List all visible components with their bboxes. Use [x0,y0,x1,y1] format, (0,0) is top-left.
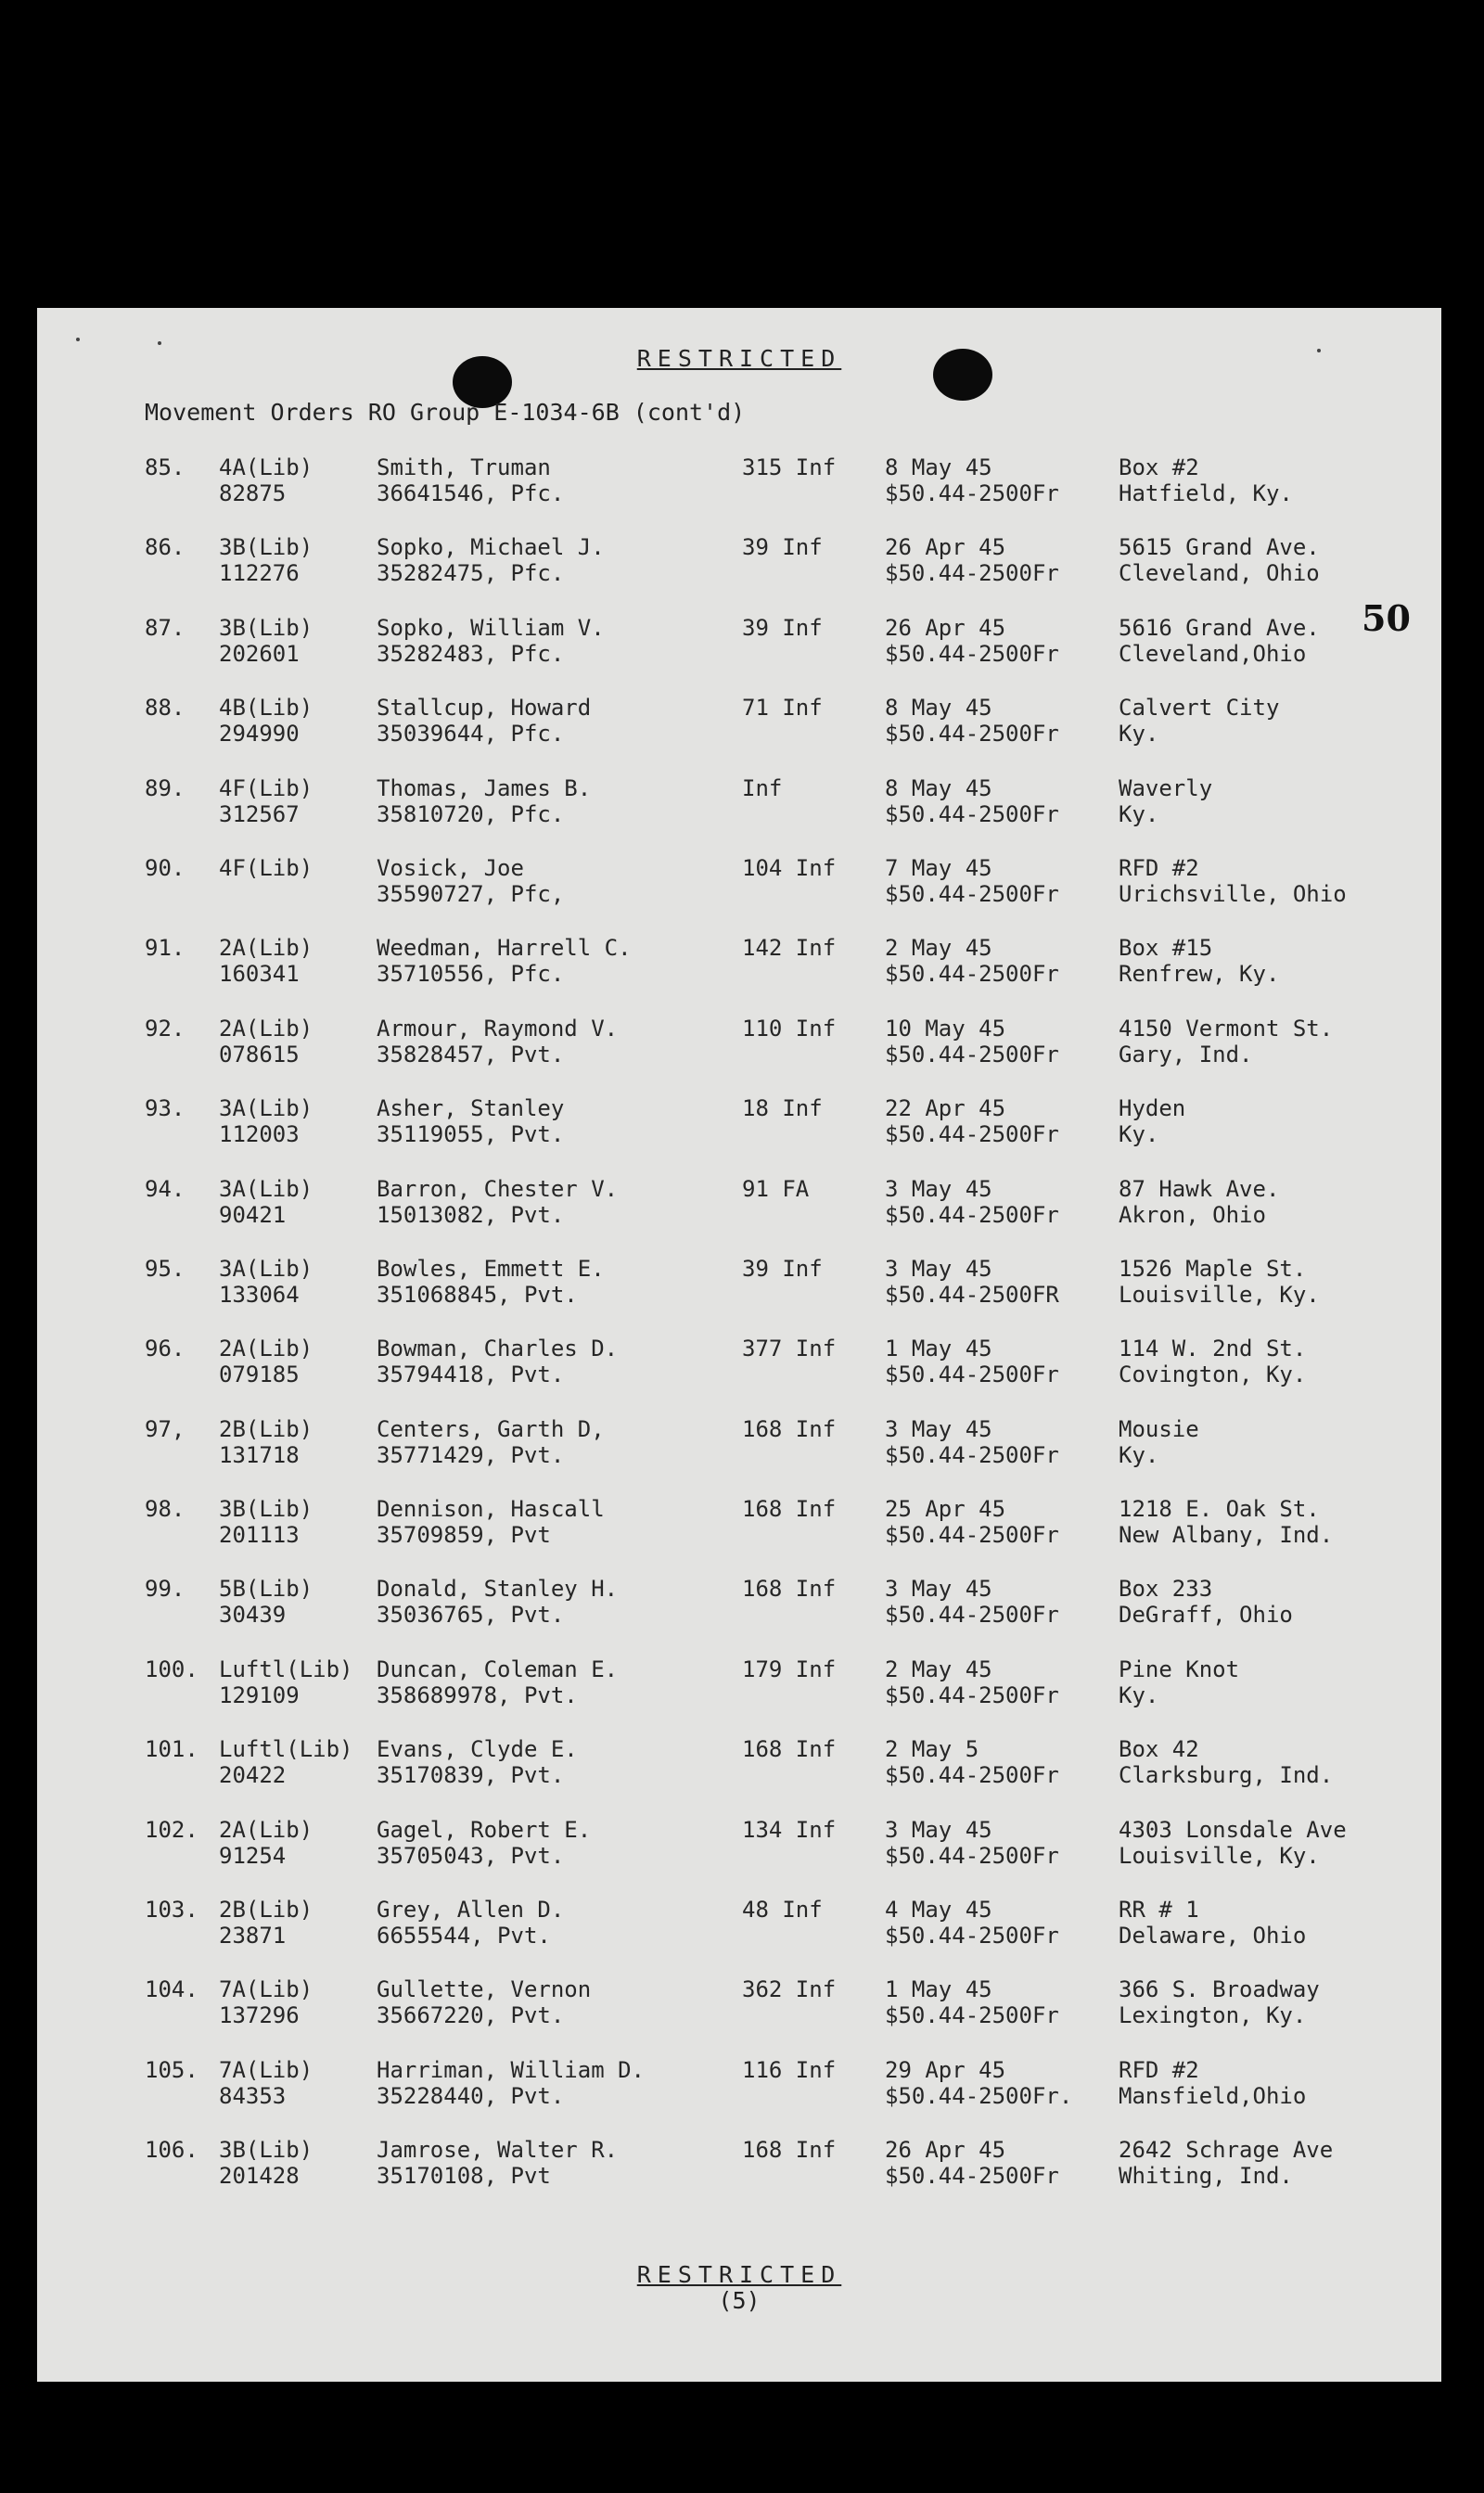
entry-address-line2: Ky. [1119,721,1159,748]
entry-address-line1: 2642 Schrage Ave [1119,2137,1334,2164]
entry-serial: 201428 [219,2163,300,2190]
entry-asn-rank: 35170839, Pvt. [377,1762,565,1789]
entry-serial: 90421 [219,1201,287,1228]
entry-pay: $50.44-2500Fr [885,1441,1059,1468]
entry-pay: $50.44-2500Fr [885,640,1059,667]
entry-serial: 112276 [219,560,300,587]
entry-address-line1: Mousie [1119,1415,1199,1442]
entry-number: 100. [145,1656,198,1682]
roster-row [37,935,1441,1015]
roster-row [37,1256,1441,1336]
entry-serial: 078615 [219,1041,300,1068]
entry-address-line1: Box #15 [1119,935,1213,962]
roster-row [37,1336,1441,1415]
entry-name: Harriman, William D. [377,2056,645,2083]
entry-address-line2: Covington, Ky. [1119,1362,1307,1388]
entry-serial: 129109 [219,1681,300,1708]
entry-pay: $50.44-2500Fr [885,721,1059,748]
entry-date: 1 May 45 [885,1976,992,2003]
entry-grade: 2A(Lib) [219,1336,313,1362]
roster-row [37,775,1441,855]
entry-number: 102. [145,1816,198,1843]
entry-asn-rank: 35282475, Pfc. [377,560,565,587]
entry-date: 3 May 45 [885,1415,992,1442]
entry-address-line1: 4150 Vermont St. [1119,1015,1334,1042]
entry-date: 26 Apr 45 [885,534,1006,561]
roster-row [37,695,1441,774]
roster-row [37,1656,1441,1736]
entry-address-line2: Ky. [1119,1441,1159,1468]
roster-row [37,2137,1441,2217]
entry-address-line1: 4303 Lonsdale Ave [1119,1816,1347,1843]
entry-grade: 4A(Lib) [219,454,313,480]
entry-unit: 179 Inf [742,1656,837,1682]
entry-unit: 39 Inf [742,614,823,641]
entry-address-line2: Gary, Ind. [1119,1041,1253,1068]
entry-unit: 315 Inf [742,454,837,480]
entry-address-line2: Ky. [1119,1121,1159,1148]
entry-name: Evans, Clyde E. [377,1736,578,1763]
entry-pay: $50.44-2500Fr [885,2002,1059,2029]
entry-asn-rank: 6655544, Pvt. [377,1923,551,1950]
entry-date: 29 Apr 45 [885,2056,1006,2083]
entry-asn-rank: 35709859, Pvt [377,1522,551,1549]
entry-unit: 168 Inf [742,1576,837,1603]
entry-name: Grey, Allen D. [377,1897,565,1924]
entry-unit: 104 Inf [742,854,837,881]
entry-date: 8 May 45 [885,774,992,801]
entry-name: Centers, Garth D, [377,1415,605,1442]
entry-address-line1: RFD #2 [1119,2056,1199,2083]
entry-name: Barron, Chester V. [377,1175,619,1202]
entry-date: 3 May 45 [885,1255,992,1282]
roster-row [37,855,1441,935]
entry-pay: $50.44-2500Fr [885,1762,1059,1789]
entry-pay: $50.44-2500Fr [885,1923,1059,1950]
entry-name: Sopko, Michael J. [377,534,605,561]
restricted-footer: RESTRICTED [636,2261,842,2288]
entry-address-line1: RR # 1 [1119,1897,1199,1924]
entry-date: 22 Apr 45 [885,1095,1006,1122]
speck [76,338,80,341]
entry-grade: 3B(Lib) [219,534,313,561]
entry-address-line1: 87 Hawk Ave. [1119,1175,1280,1202]
entry-name: Gullette, Vernon [377,1976,592,2003]
entry-asn-rank: 35119055, Pvt. [377,1121,565,1148]
entry-name: Jamrose, Walter R. [377,2137,619,2164]
entry-date: 2 May 5 [885,1736,979,1763]
entry-grade: 3A(Lib) [219,1255,313,1282]
entry-unit: 377 Inf [742,1336,837,1362]
entry-grade: 2A(Lib) [219,1816,313,1843]
side-page-number: 50 [1362,597,1411,639]
entry-name: Bowles, Emmett E. [377,1255,605,1282]
entry-number: 85. [145,454,186,480]
entry-number: 95. [145,1255,186,1282]
entry-number: 99. [145,1576,186,1603]
page-number: (5) [718,2287,761,2314]
entry-address-line1: Box 233 [1119,1576,1213,1603]
entry-asn-rank: 35036765, Pvt. [377,1602,565,1629]
roster-row [37,1016,1441,1095]
entry-name: Duncan, Coleman E. [377,1656,619,1682]
entry-grade: 4B(Lib) [219,695,313,722]
entry-unit: 168 Inf [742,2137,837,2164]
entry-number: 104. [145,1976,198,2003]
entry-asn-rank: 35810720, Pfc. [377,800,565,827]
entry-address-line2: Cleveland,Ohio [1119,640,1307,667]
entry-date: 25 Apr 45 [885,1496,1006,1523]
roster-row [37,1416,1441,1496]
roster-row [37,1176,1441,1256]
roster-row [37,2057,1441,2137]
entry-name: Stallcup, Howard [377,695,592,722]
entry-grade: 2B(Lib) [219,1897,313,1924]
entry-address-line1: Box #2 [1119,454,1199,480]
entry-asn-rank: 35170108, Pvt [377,2163,551,2190]
entry-date: 3 May 45 [885,1576,992,1603]
entry-date: 8 May 45 [885,454,992,480]
entry-serial: 133064 [219,1281,300,1308]
entry-address-line2: Urichsville, Ohio [1119,880,1347,907]
entry-address-line2: Louisville, Ky. [1119,1842,1320,1869]
entry-grade: Luftl(Lib) [219,1656,353,1682]
entry-unit: 142 Inf [742,935,837,962]
entry-name: Smith, Truman [377,454,551,480]
entry-unit: 71 Inf [742,695,823,722]
entry-pay: $50.44-2500Fr [885,1121,1059,1148]
entry-name: Donald, Stanley H. [377,1576,619,1603]
roster-row [37,615,1441,695]
entry-address-line1: 1526 Maple St. [1119,1255,1307,1282]
entry-serial: 079185 [219,1362,300,1388]
entry-grade: 2A(Lib) [219,1015,313,1042]
roster-row [37,1576,1441,1656]
entry-unit: 48 Inf [742,1897,823,1924]
entry-pay: $50.44-2500Fr [885,961,1059,988]
entry-asn-rank: 35828457, Pvt. [377,1041,565,1068]
entry-pay: $50.44-2500Fr [885,1201,1059,1228]
entry-date: 26 Apr 45 [885,614,1006,641]
entry-address-line1: Box 42 [1119,1736,1199,1763]
entry-name: Asher, Stanley [377,1095,565,1122]
entry-address-line2: Akron, Ohio [1119,1201,1266,1228]
entry-unit: 110 Inf [742,1015,837,1042]
entry-grade: 3A(Lib) [219,1175,313,1202]
entry-grade: 2B(Lib) [219,1415,313,1442]
entry-asn-rank: 35771429, Pvt. [377,1441,565,1468]
roster-row [37,1976,1441,2056]
entry-pay: $50.44-2500Fr [885,1522,1059,1549]
entry-date: 8 May 45 [885,695,992,722]
entry-date: 26 Apr 45 [885,2137,1006,2164]
entry-pay: $50.44-2500Fr [885,1041,1059,1068]
entry-pay: $50.44-2500Fr [885,560,1059,587]
roster-row [37,454,1441,534]
roster-list [37,454,1441,2218]
entry-address-line1: 366 S. Broadway [1119,1976,1320,2003]
entry-serial: 294990 [219,721,300,748]
entry-address-line1: Calvert City [1119,695,1280,722]
entry-address-line1: 114 W. 2nd St. [1119,1336,1307,1362]
entry-serial: 131718 [219,1441,300,1468]
entry-pay: $50.44-2500Fr [885,880,1059,907]
entry-unit: Inf [742,774,783,801]
entry-unit: 362 Inf [742,1976,837,2003]
entry-name: Sopko, William V. [377,614,605,641]
entry-asn-rank: 351068845, Pvt. [377,1281,578,1308]
entry-number: 90. [145,854,186,881]
entry-asn-rank: 35794418, Pvt. [377,1362,565,1388]
entry-number: 96. [145,1336,186,1362]
entry-address-line2: Renfrew, Ky. [1119,961,1280,988]
entry-unit: 39 Inf [742,1255,823,1282]
entry-serial: 20422 [219,1762,287,1789]
entry-serial: 30439 [219,1602,287,1629]
entry-serial: 137296 [219,2002,300,2029]
entry-address-line1: Pine Knot [1119,1656,1240,1682]
entry-pay: $50.44-2500Fr [885,1681,1059,1708]
entry-grade: 3B(Lib) [219,1496,313,1523]
entry-grade: 4F(Lib) [219,774,313,801]
entry-pay: $50.44-2500Fr [885,800,1059,827]
entry-serial: 201113 [219,1522,300,1549]
entry-address-line2: DeGraff, Ohio [1119,1602,1293,1629]
entry-number: 87. [145,614,186,641]
roster-row [37,1817,1441,1897]
roster-row [37,1736,1441,1816]
entry-unit: 168 Inf [742,1736,837,1763]
entry-asn-rank: 35667220, Pvt. [377,2002,565,2029]
entry-name: Armour, Raymond V. [377,1015,619,1042]
document-subtitle: Movement Orders RO Group E-1034-6B (cont'd) [145,399,746,426]
entry-date: 3 May 45 [885,1816,992,1843]
entry-date: 4 May 45 [885,1897,992,1924]
entry-pay: $50.44-2500Fr [885,2163,1059,2190]
entry-address-line2: Hatfield, Ky. [1119,480,1293,506]
entry-asn-rank: 35039644, Pfc. [377,721,565,748]
entry-date: 2 May 45 [885,935,992,962]
entry-unit: 91 FA [742,1175,810,1202]
entry-grade: 3A(Lib) [219,1095,313,1122]
entry-name: Thomas, James B. [377,774,592,801]
roster-row [37,1496,1441,1576]
roster-row [37,534,1441,614]
entry-asn-rank: 36641546, Pfc. [377,480,565,506]
entry-number: 101. [145,1736,198,1763]
entry-address-line1: 1218 E. Oak St. [1119,1496,1320,1523]
entry-pay: $50.44-2500Fr [885,1602,1059,1629]
entry-pay: $50.44-2500Fr [885,480,1059,506]
entry-number: 98. [145,1496,186,1523]
entry-serial: 82875 [219,480,287,506]
entry-grade: 7A(Lib) [219,2056,313,2083]
entry-serial: 91254 [219,1842,287,1869]
entry-address-line2: Louisville, Ky. [1119,1281,1320,1308]
roster-row [37,1897,1441,1976]
entry-grade: Luftl(Lib) [219,1736,353,1763]
entry-unit: 116 Inf [742,2056,837,2083]
entry-asn-rank: 35710556, Pfc. [377,961,565,988]
entry-date: 2 May 45 [885,1656,992,1682]
roster-row [37,1095,1441,1175]
entry-name: Weedman, Harrell C. [377,935,632,962]
entry-number: 94. [145,1175,186,1202]
entry-address-line1: 5616 Grand Ave. [1119,614,1320,641]
entry-serial: 202601 [219,640,300,667]
entry-pay: $50.44-2500Fr. [885,2082,1073,2109]
entry-grade: 3B(Lib) [219,2137,313,2164]
entry-unit: 134 Inf [742,1816,837,1843]
entry-asn-rank: 35282483, Pfc. [377,640,565,667]
entry-serial: 23871 [219,1923,287,1950]
entry-serial: 84353 [219,2082,287,2109]
entry-address-line2: Whiting, Ind. [1119,2163,1293,2190]
entry-address-line2: Ky. [1119,1681,1159,1708]
entry-serial: 160341 [219,961,300,988]
document-page [37,308,1441,2382]
entry-date: 7 May 45 [885,854,992,881]
entry-unit: 168 Inf [742,1496,837,1523]
entry-asn-rank: 35705043, Pvt. [377,1842,565,1869]
entry-number: 89. [145,774,186,801]
entry-grade: 5B(Lib) [219,1576,313,1603]
entry-pay: $50.44-2500Fr [885,1842,1059,1869]
entry-number: 105. [145,2056,198,2083]
entry-unit: 168 Inf [742,1415,837,1442]
entry-address-line2: Delaware, Ohio [1119,1923,1307,1950]
entry-grade: 3B(Lib) [219,614,313,641]
entry-address-line1: RFD #2 [1119,854,1199,881]
entry-address-line2: Clarksburg, Ind. [1119,1762,1334,1789]
entry-date: 10 May 45 [885,1015,1006,1042]
entry-pay: $50.44-2500FR [885,1281,1059,1308]
entry-number: 93. [145,1095,186,1122]
entry-asn-rank: 358689978, Pvt. [377,1681,578,1708]
entry-address-line2: Mansfield,Ohio [1119,2082,1307,2109]
entry-serial: 312567 [219,800,300,827]
entry-address-line1: Waverly [1119,774,1213,801]
restricted-header: RESTRICTED [636,345,842,372]
entry-address-line2: Cleveland, Ohio [1119,560,1320,587]
entry-grade: 2A(Lib) [219,935,313,962]
entry-name: Gagel, Robert E. [377,1816,592,1843]
entry-name: Dennison, Hascall [377,1496,605,1523]
entry-unit: 18 Inf [742,1095,823,1122]
entry-name: Vosick, Joe [377,854,524,881]
entry-pay: $50.44-2500Fr [885,1362,1059,1388]
entry-address-line2: Ky. [1119,800,1159,827]
entry-number: 86. [145,534,186,561]
entry-date: 3 May 45 [885,1175,992,1202]
entry-grade: 7A(Lib) [219,1976,313,2003]
entry-address-line2: Lexington, Ky. [1119,2002,1307,2029]
entry-asn-rank: 35590727, Pfc, [377,880,565,907]
entry-serial: 112003 [219,1121,300,1148]
entry-address-line2: New Albany, Ind. [1119,1522,1334,1549]
entry-date: 1 May 45 [885,1336,992,1362]
entry-number: 92. [145,1015,186,1042]
entry-number: 106. [145,2137,198,2164]
entry-asn-rank: 15013082, Pvt. [377,1201,565,1228]
entry-number: 91. [145,935,186,962]
entry-number: 88. [145,695,186,722]
entry-address-line1: 5615 Grand Ave. [1119,534,1320,561]
entry-name: Bowman, Charles D. [377,1336,619,1362]
entry-unit: 39 Inf [742,534,823,561]
entry-number: 103. [145,1897,198,1924]
entry-address-line1: Hyden [1119,1095,1186,1122]
entry-number: 97, [145,1415,186,1442]
entry-grade: 4F(Lib) [219,854,313,881]
entry-asn-rank: 35228440, Pvt. [377,2082,565,2109]
